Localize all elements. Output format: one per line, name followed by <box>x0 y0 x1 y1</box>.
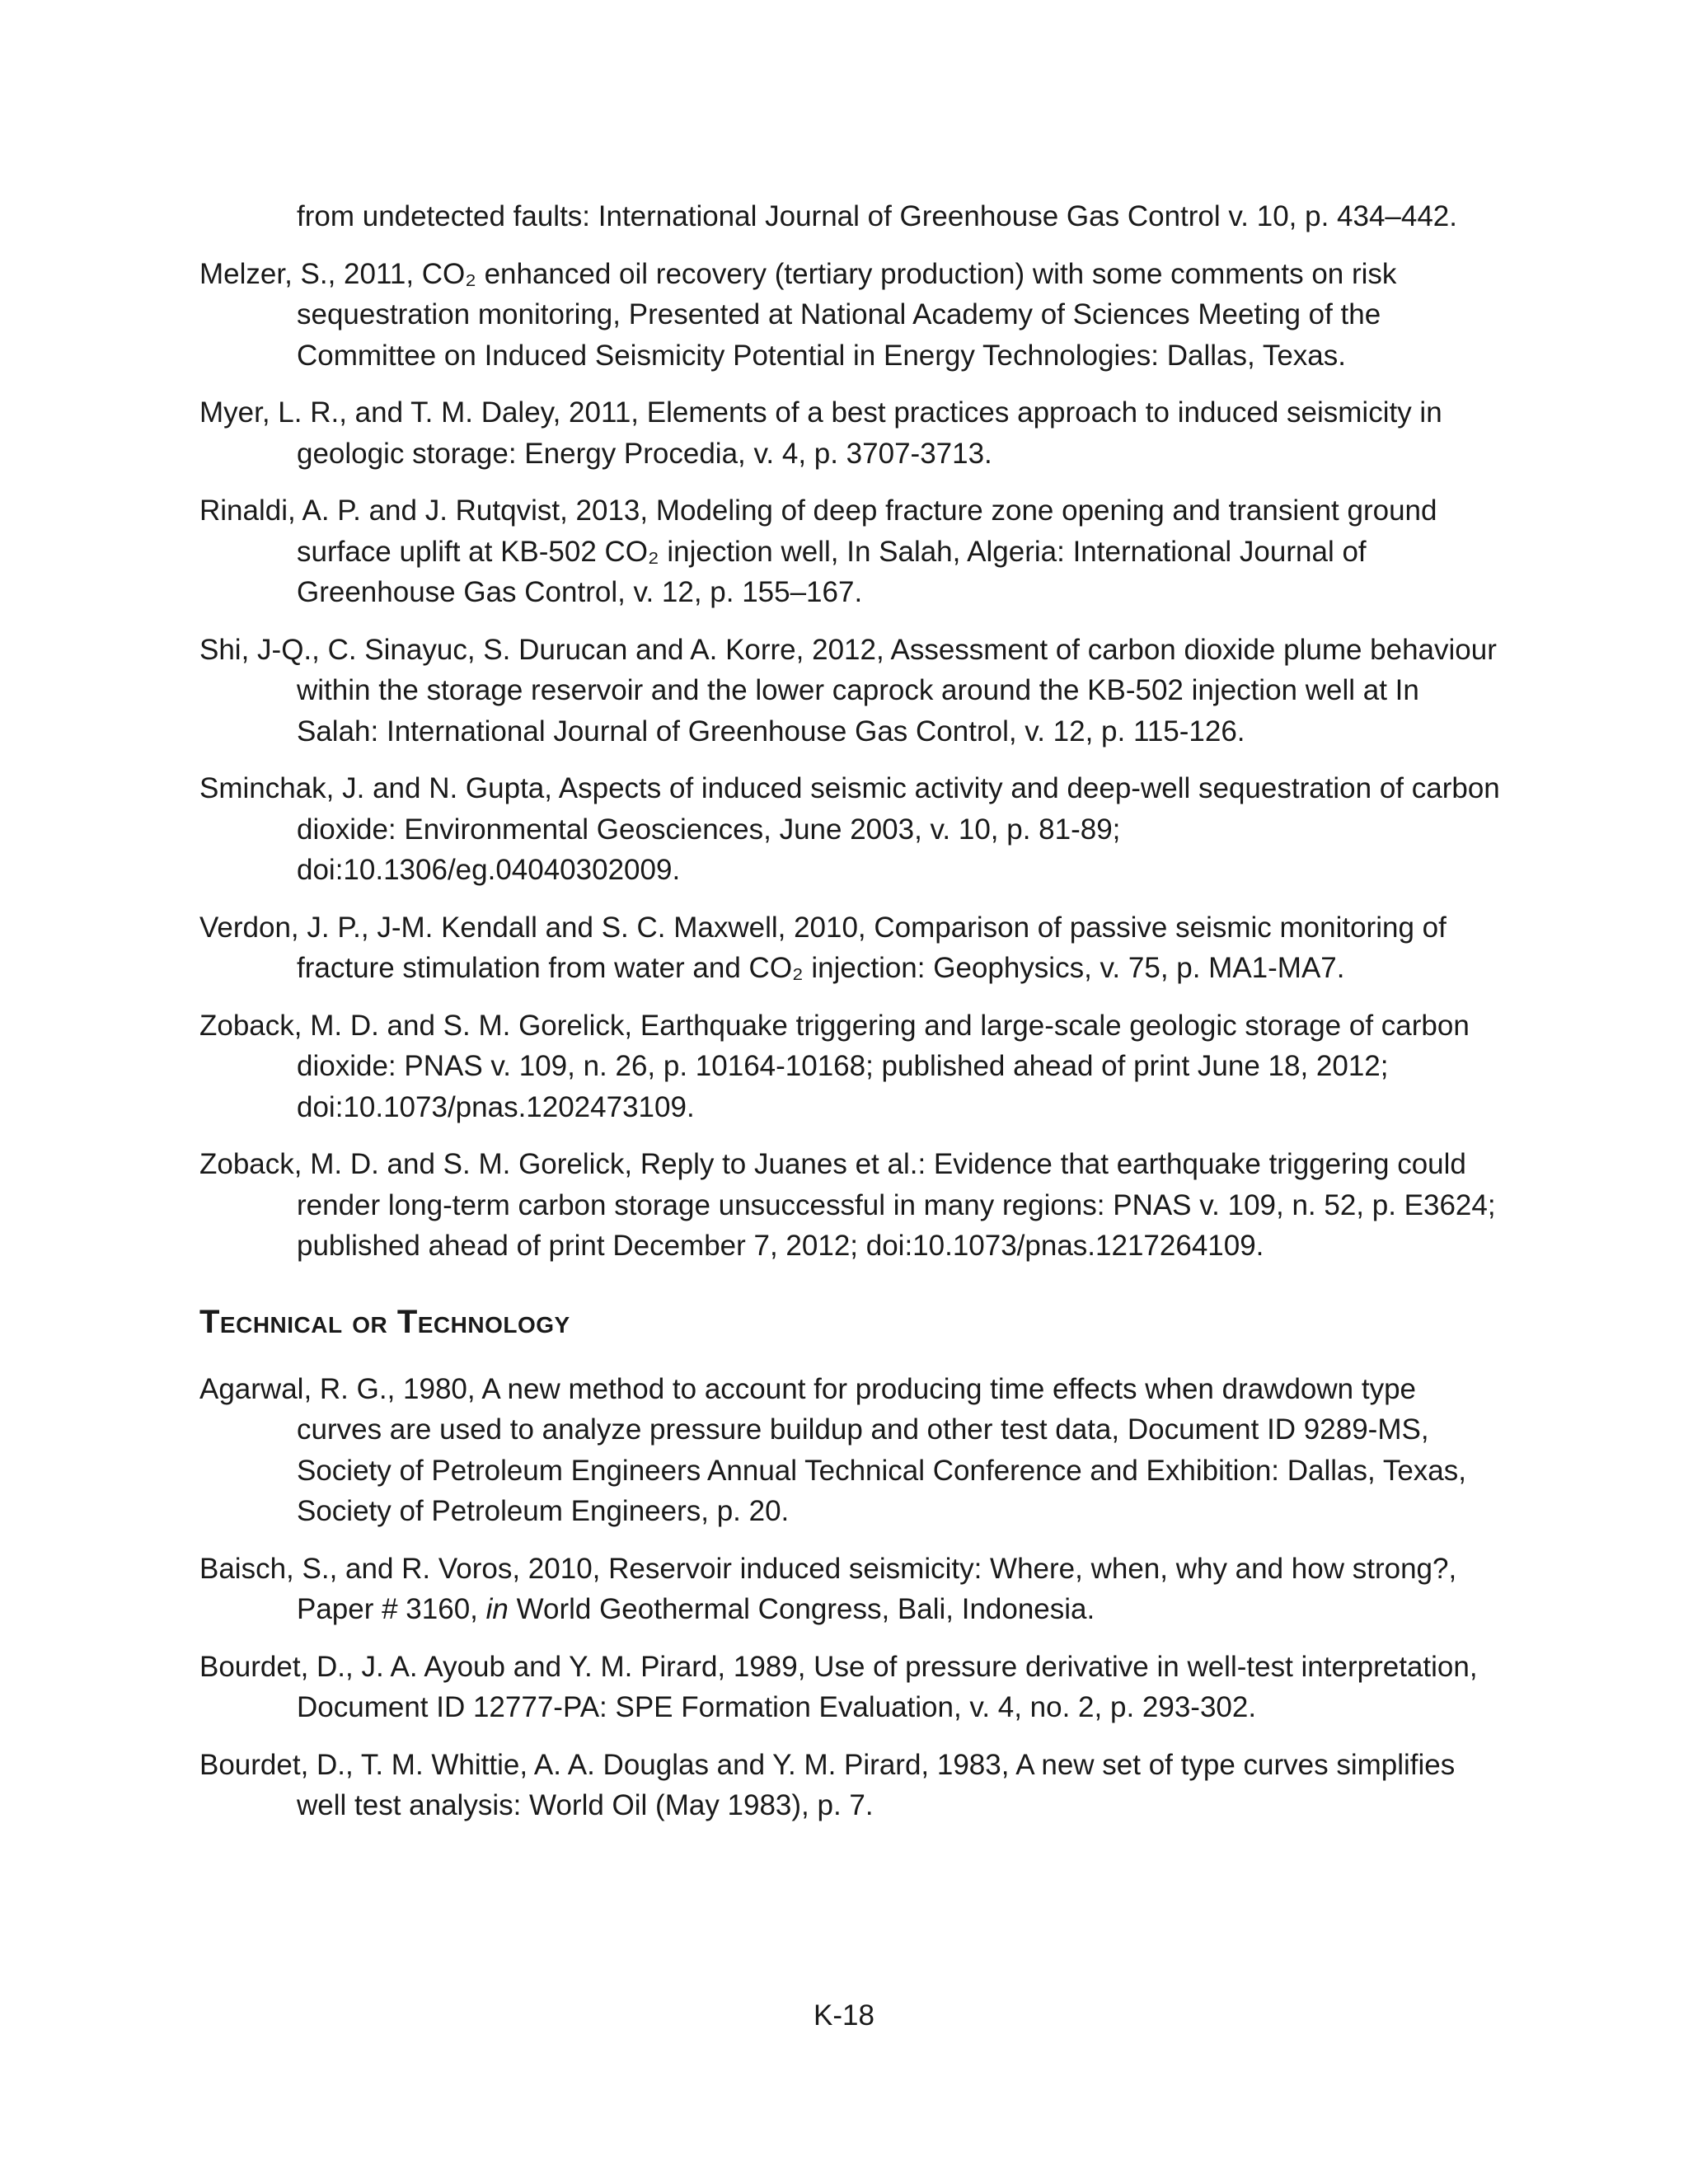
section-heading: Technical or Technology <box>199 1303 570 1340</box>
reference-item <box>199 1549 1502 1630</box>
reference-item: Zoback, M. D. and S. M. Gorelick, Earthquake triggering and large-scale geologic storage of carbon dioxide: PNAS v. 109, n. 26, p. 10164-10168; published ahead of print June 18, 2012; doi:10.1073/pnas.1202473109. <box>199 1009 1470 1123</box>
reference-text: World Geothermal Congress, Bali, Indonesia. <box>508 1593 1095 1625</box>
reference-item: Myer, L. R., and T. M. Daley, 2011, Elements of a best practices approach to induced seismicity in geologic storage: Energy Procedia, v. 4, p. 3707-3713. <box>199 396 1442 470</box>
reference-italic-text: in <box>485 1593 509 1625</box>
reference-item: Rinaldi, A. P. and J. Rutqvist, 2013, Modeling of deep fracture zone opening and transient ground surface uplift at KB-502 CO₂ injection well, In Salah, Algeria: International Journal of Greenhouse Gas Control, v. 12, p. 155–167. <box>199 494 1437 608</box>
reference-item: from undetected faults: International Journal of Greenhouse Gas Control v. 10, p. 434–442. <box>297 200 1457 232</box>
reference-item: Bourdet, D., J. A. Ayoub and Y. M. Pirard, 1989, Use of pressure derivative in well-test interpretation, Document ID 12777-PA: SPE Formation Evaluation, v. 4, no. 2, p. 293-302. <box>199 1650 1478 1723</box>
references-body <box>199 196 1502 1843</box>
reference-item: Verdon, J. P., J-M. Kendall and S. C. Maxwell, 2010, Comparison of passive seismic monitoring of fracture stimulation from water and CO₂ injection: Geophysics, v. 75, p. MA1-MA7. <box>199 911 1447 984</box>
reference-item: Melzer, S., 2011, CO₂ enhanced oil recovery (tertiary production) with some comments on risk sequestration monitoring, Presented at National Academy of Sciences Meeting of the Committee on Induced Seismicity Potential in Energy Technologies: Dallas, Texas. <box>199 257 1397 372</box>
reference-item: Agarwal, R. G., 1980, A new method to account for producing time effects when drawdown type curves are used to analyze pressure buildup and other test data, Document ID 9289-MS, Society of Petroleum Engineers Annual Technical Conference and Exhibition: Dallas, Texas, Society of Petroleum Engineers, p. 20. <box>199 1372 1466 1527</box>
reference-item: Zoback, M. D. and S. M. Gorelick, Reply to Juanes et al.: Evidence that earthquake triggering could render long-term carbon storage unsuccessful in many regions: PNAS v. 109, n. 52, p. E3624; published ahead of print December 7, 2012; doi:10.1073/pnas.1217264109. <box>199 1148 1496 1262</box>
reference-item: Sminchak, J. and N. Gupta, Aspects of induced seismic activity and deep-well sequestration of carbon dioxide: Environmental Geosciences, June 2003, v. 10, p. 81-89; doi:10.1306/eg.04040302009. <box>199 772 1500 886</box>
page-number: K-18 <box>814 1999 874 2032</box>
reference-text: Baisch, S., and R. Voros, 2010, Reservoir induced seismicity: Where, when, why and how strong?, Paper # 3160, <box>199 1552 1457 1625</box>
reference-item: Bourdet, D., T. M. Whittie, A. A. Douglas and Y. M. Pirard, 1983, A new set of type curves simplifies well test analysis: World Oil (May 1983), p. 7. <box>199 1748 1456 1821</box>
reference-item: Shi, J-Q., C. Sinayuc, S. Durucan and A. Korre, 2012, Assessment of carbon dioxide plume behaviour within the storage reservoir and the lower caprock around the KB-502 injection well at In Salah: International Journal of Greenhouse Gas Control, v. 12, p. 115-126. <box>199 633 1497 748</box>
